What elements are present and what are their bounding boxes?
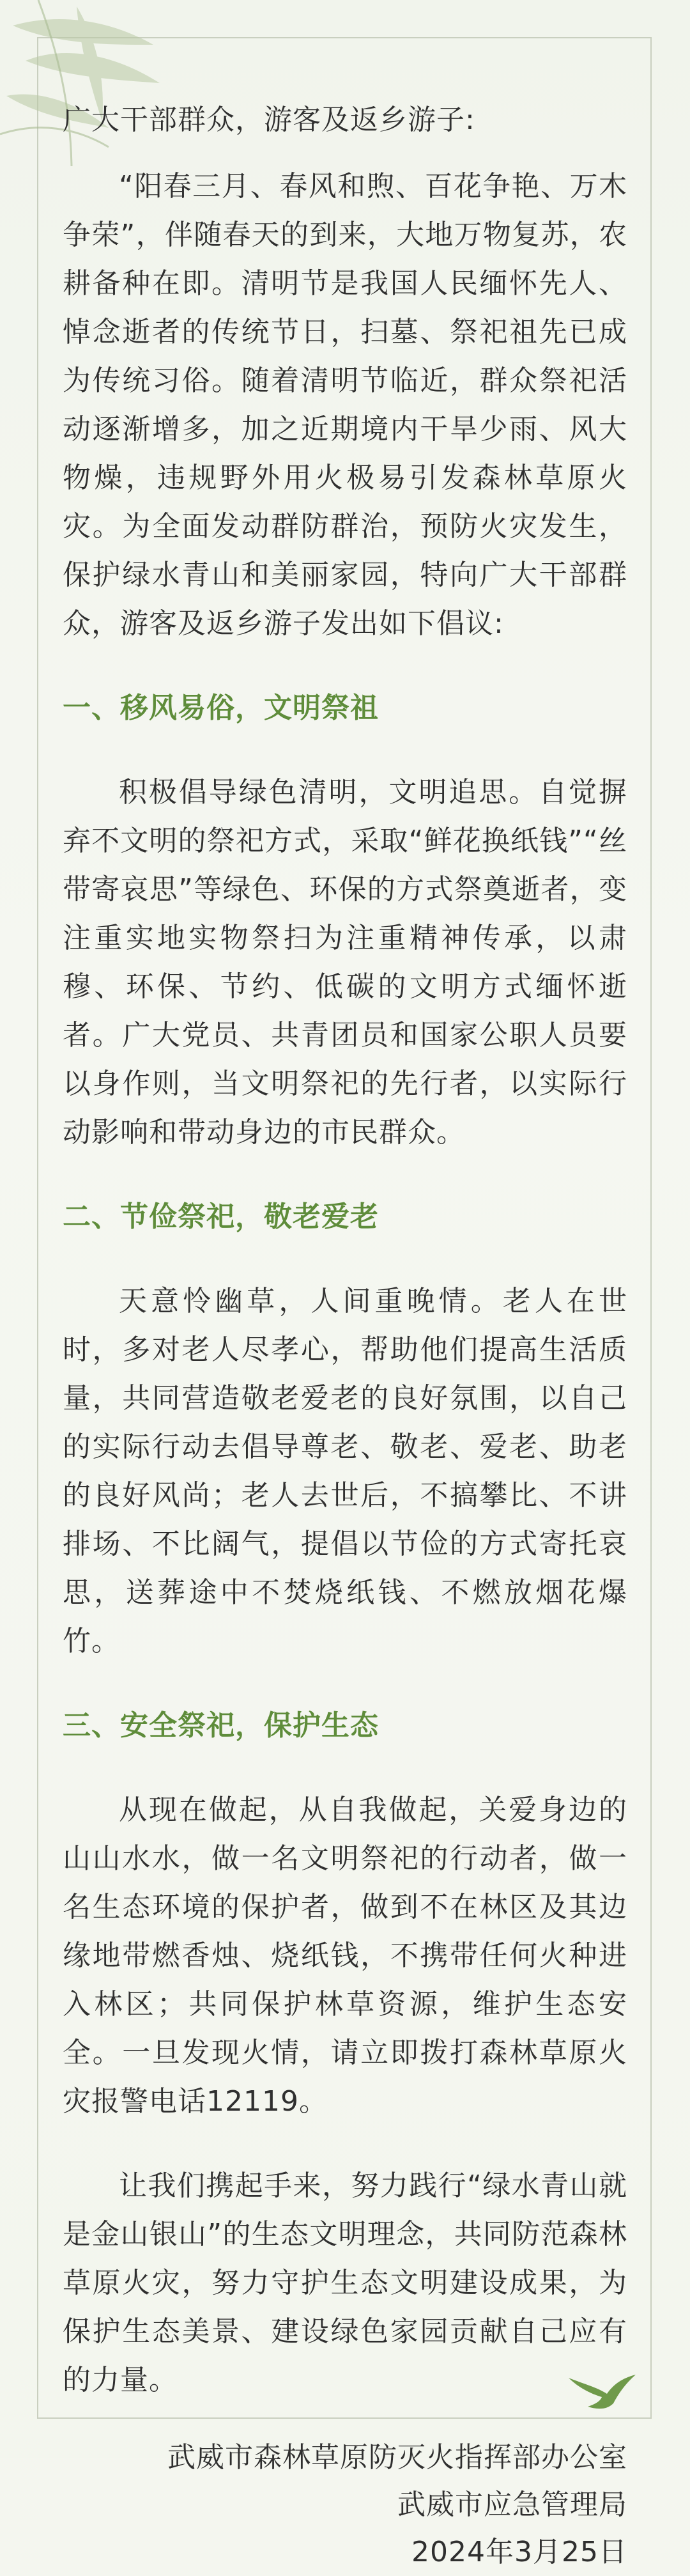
section-body-2: 天意怜幽草，人间重晚情。老人在世时，多对老人尽孝心，帮助他们提高生活质量，共同营造敬老爱老的良好氛围，以自己的实际行动去倡导尊老、敬老、爱老、助老的良好风尚；老人去世后，不搞攀比、不讲排场、不比阔气，提倡以节俭的方式寄托哀思，送葬途中不焚烧纸钱、不燃放烟花爆竹。 [63, 1285, 627, 1657]
signature-org-2: 武威市应急管理局 [397, 2488, 627, 2521]
section-title-3: 三、安全祭祀，保护生态 [63, 1709, 379, 1742]
section-title-2: 二、节俭祭祀，敬老爱老 [63, 1200, 379, 1233]
signature-block [63, 2434, 627, 2576]
swallow-bird-icon [562, 2359, 639, 2416]
closing-paragraph: 让我们携起手来，努力践行“绿水青山就是金山银山”的生态文明理念，共同防范森林草原火灾，努力守护生态文明建设成果，为保护生态美景、建设绿色家园贡献自己应有的力量。 [63, 2169, 627, 2396]
greeting: 广大干部群众，游客及返乡游子: [63, 104, 475, 136]
section-body-3: 从现在做起，从自我做起，关爱身边的山山水水，做一名文明祭祀的行动者，做一名生态环境的保护者，做到不在林区及其边缘地带燃香烛、烧纸钱，不携带任何火种进入林区；共同保护林草资源，维护生态安全。一旦发现火情，请立即拨打森林草原火灾报警电话12119。 [63, 1794, 627, 2118]
section-body-1: 积极倡导绿色清明，文明追思。自觉摒弃不文明的祭祀方式，采取“鲜花换纸钱”“丝带寄哀思”等绿色、环保的方式祭奠逝者，变注重实地实物祭扫为注重精神传承，以肃穆、环保、节约、低碳的文明方式缅怀逝者。广大党员、共青团员和国家公职人员要以身作则，当文明祭祀的先行者，以实际行动影响和带动身边的市民群众。 [63, 776, 627, 1149]
signature-org-1: 武威市森林草原防灭火指挥部办公室 [167, 2441, 627, 2474]
section-title-1: 一、移风易俗，文明祭祖 [63, 692, 379, 724]
signature-date: 2024年3月25日 [411, 2536, 627, 2568]
intro-paragraph: “阳春三月、春风和煦、百花争艳、万木争荣”，伴随春天的到来，大地万物复苏，农耕备种在即。清明节是我国人民缅怀先人、悼念逝者的传统节日，扫墓、祭祀祖先已成为传统习俗。随着清明节临近，群众祭祀活动逐渐增多，加之近期境内干旱少雨、风大物燥，违规野外用火极易引发森林草原火灾。为全面发动群防群治，预防火灾发生，保护绿水青山和美丽家园，特向广大干部群众，游客及返乡游子发出如下倡议: [63, 170, 627, 640]
article-body [63, 96, 627, 2576]
